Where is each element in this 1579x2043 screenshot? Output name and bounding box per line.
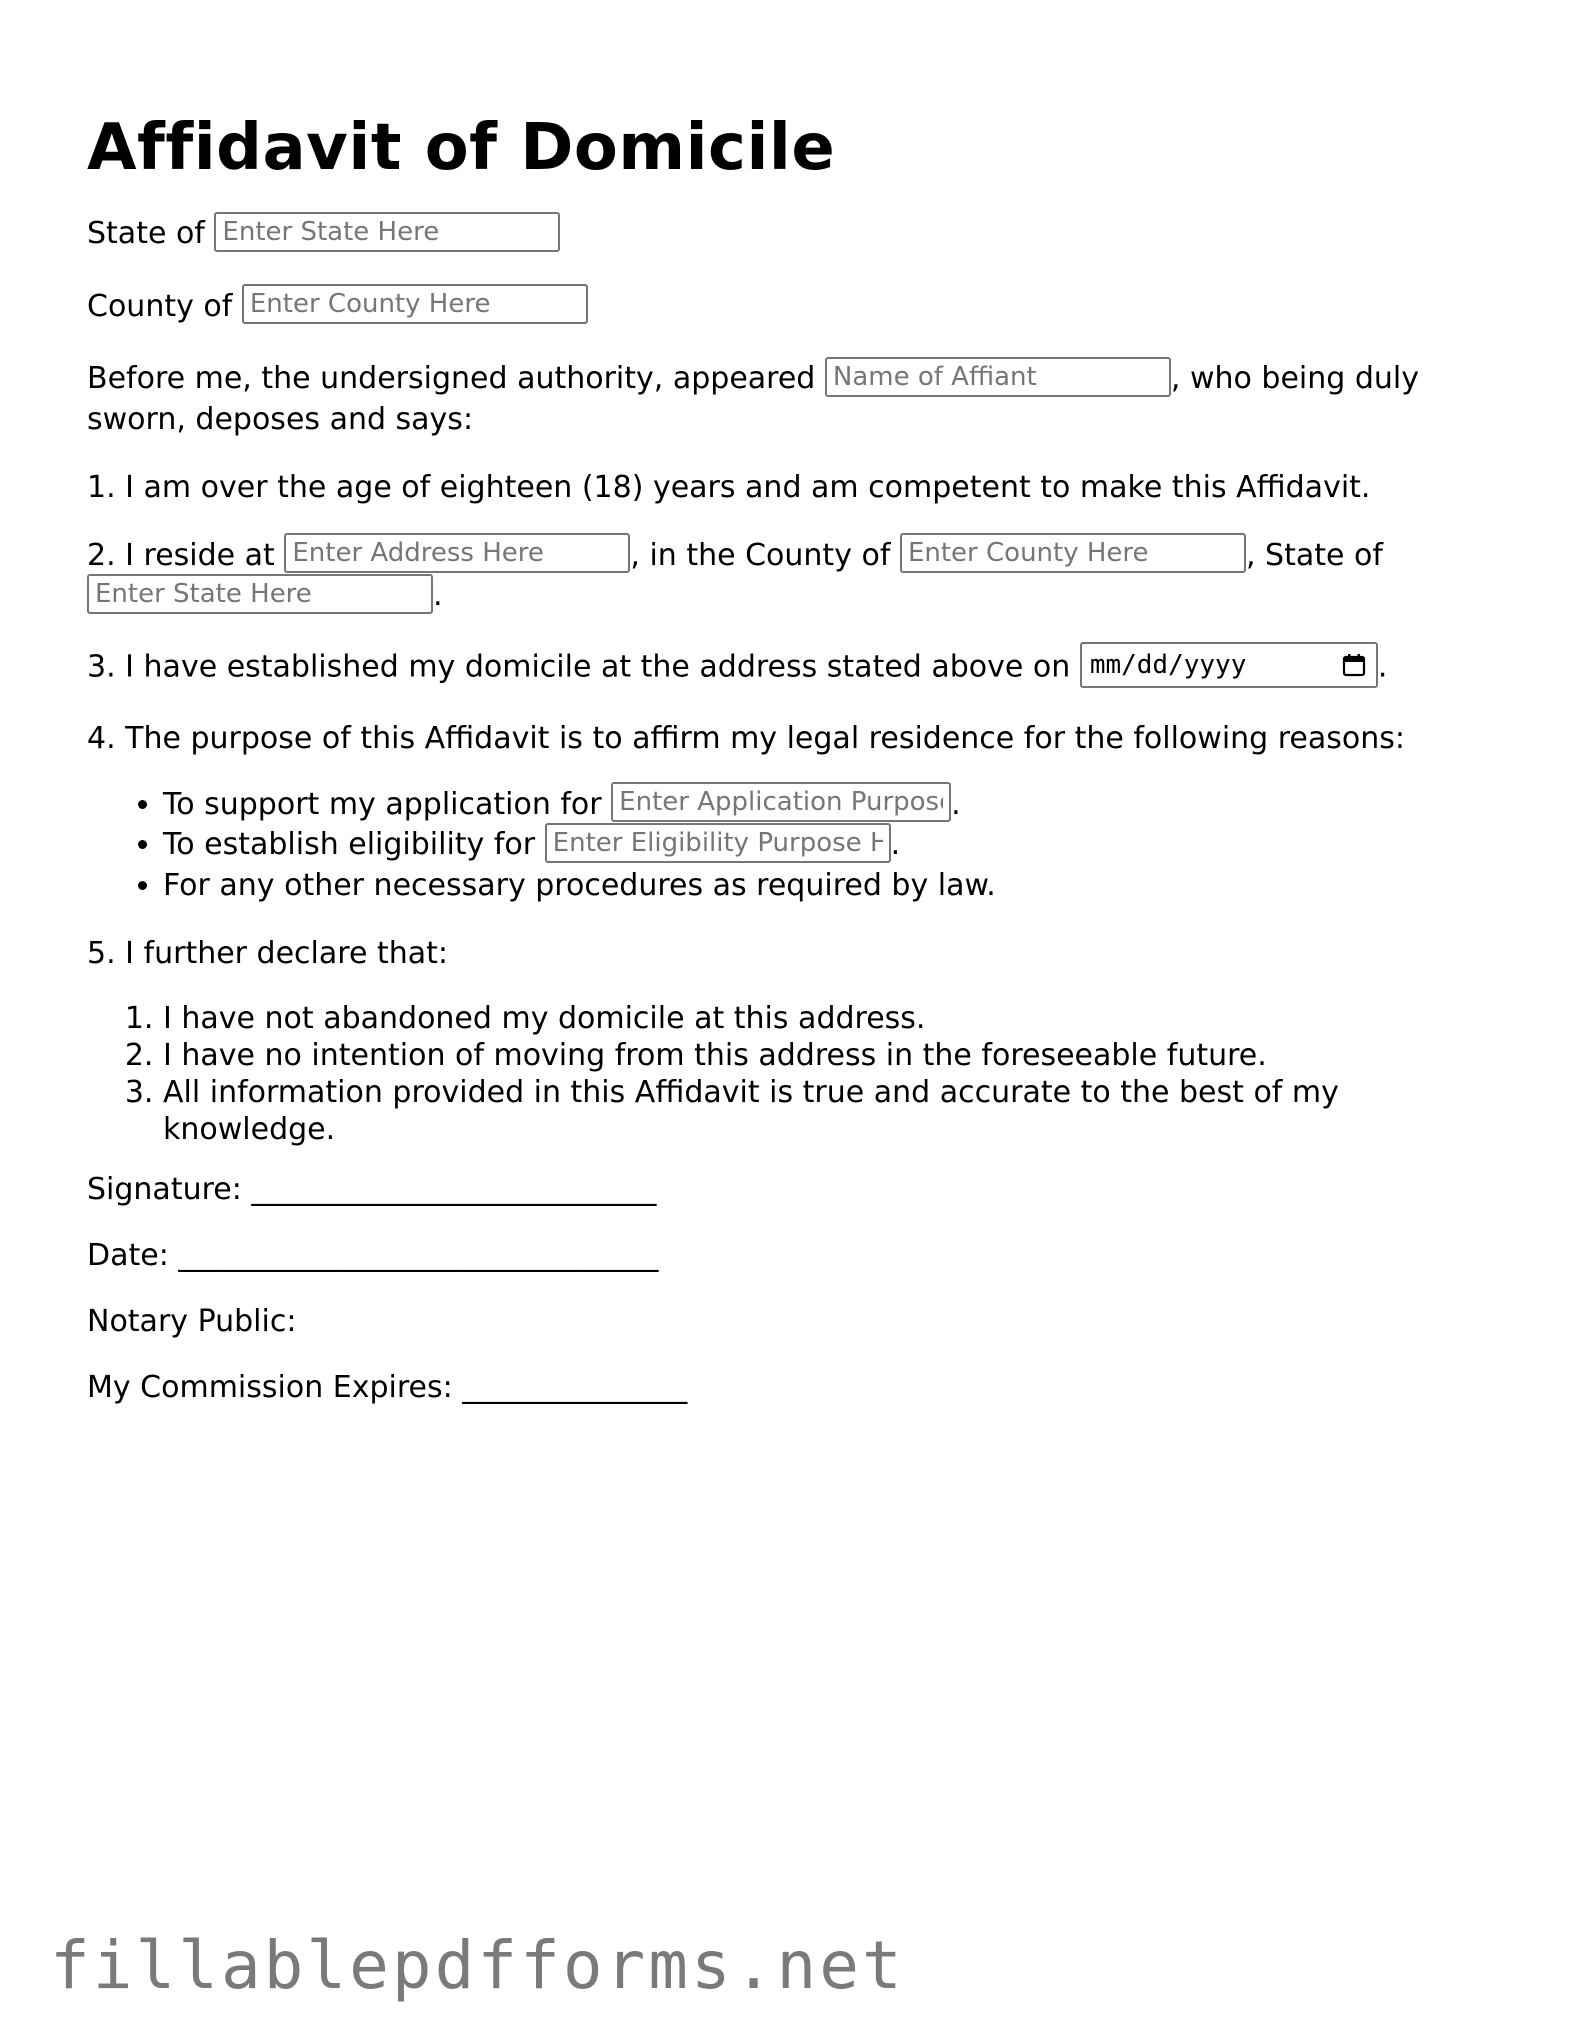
reason-2-text: To establish eligibility for [163,827,536,862]
clause-4: 4. The purpose of this Affidavit is to affirm my legal residence for the following reasons: [87,720,1405,756]
signature-line: Signature: ___________________________ [87,1171,657,1207]
state-label: State of [87,216,205,251]
watermark-text: fillablepdfforms.net [50,1927,905,2004]
declaration-item: 3. All information provided in this Affidavit is true and accurate to the best of my knowledge. [163,1074,1507,1148]
eligibility-purpose-input[interactable] [545,823,891,863]
county-label: County of [87,288,233,324]
clause-5: 5. I further declare that: [87,935,448,971]
clause-2-prefix: 2. I reside at [87,537,275,573]
reason-3-text: For any other necessary procedures as required by law. [163,867,996,903]
clause-1: 1. I am over the age of eighteen (18) years and am competent to make this Affidavit. [87,469,1371,505]
clause-2-county-text: , in the County of [630,537,891,573]
state-input[interactable] [214,212,560,252]
domicile-date-input[interactable] [1080,642,1378,688]
affidavit-page [87,0,1507,1408]
clause-2-end: . [433,578,443,613]
commission-line: My Commission Expires: _______________ [87,1369,688,1405]
reason-1-text: To support my application for [163,786,602,822]
reasons-list [87,785,1507,906]
intro-after-text: , who being duly sworn, deposes and says: [87,361,1419,437]
clause-3-end: . [1377,649,1388,684]
application-purpose-input[interactable] [611,782,951,822]
declaration-item: 1. I have not abandoned my domicile at this address. [163,1000,1507,1037]
county-row [87,287,1507,328]
reason-2-end: . [890,827,901,862]
clause-2-state-text: , State of [1245,537,1383,573]
notary-line: Notary Public: [87,1303,297,1339]
residence-county-input[interactable] [900,533,1246,573]
county-input[interactable] [242,284,588,324]
affiant-name-input[interactable] [825,357,1171,397]
address-input[interactable] [284,533,630,573]
intro-paragraph [87,359,1507,440]
reason-item [163,785,1507,826]
reason-item [163,825,1507,866]
reason-item [163,866,1507,906]
declarations-list [87,1000,1507,1148]
declaration-item: 2. I have no intention of moving from this address in the foreseeable future. [163,1037,1507,1074]
clause-3-text: 3. I have established my domicile at the address stated above on [87,649,1071,684]
intro-before-text: Before me, the undersigned authority, appeared [87,361,816,396]
residence-state-input[interactable] [87,574,433,614]
calendar-icon[interactable] [1342,653,1366,677]
page-title: Affidavit of Domicile [87,111,836,185]
date-placeholder: mm/dd/yyyy [1089,649,1247,680]
date-line: Date: ________________________________ [87,1237,659,1273]
clause-3 [87,645,1507,691]
state-row [87,214,1507,255]
clause-2 [87,536,1507,617]
reason-1-end: . [951,786,961,822]
